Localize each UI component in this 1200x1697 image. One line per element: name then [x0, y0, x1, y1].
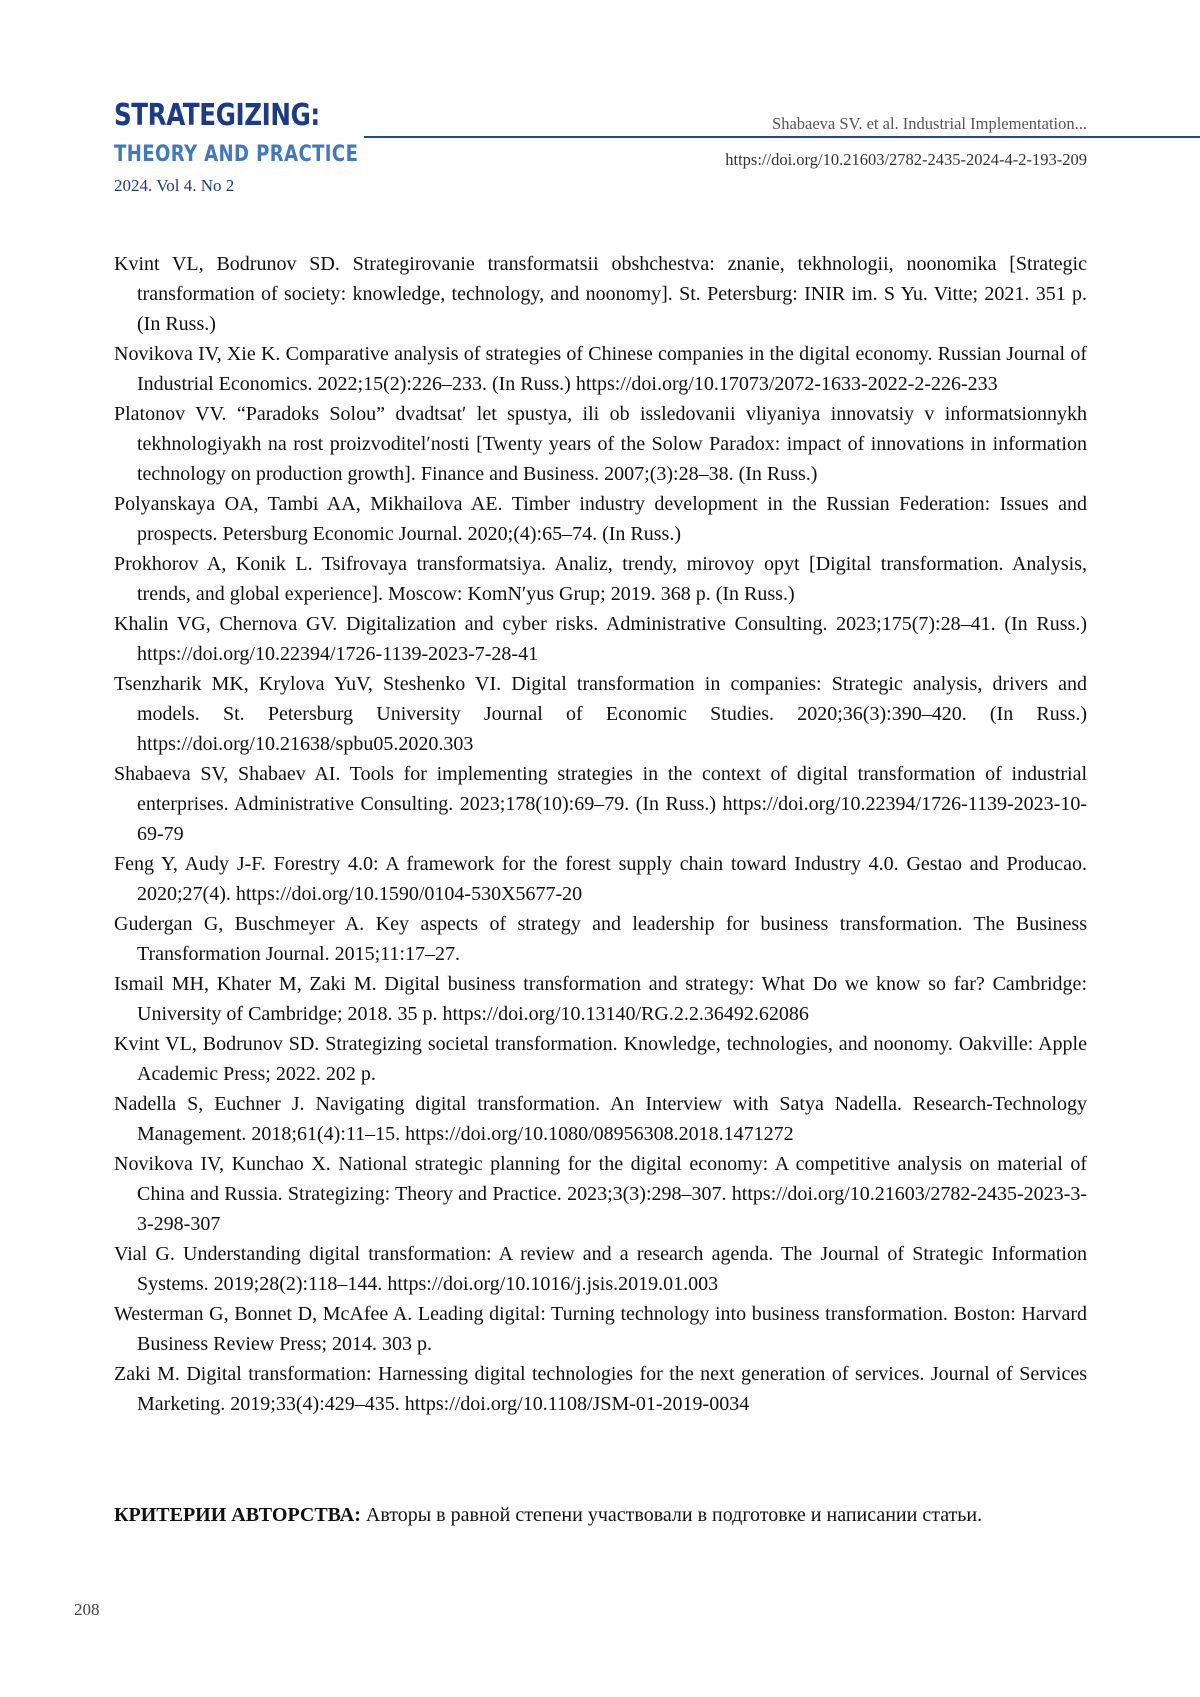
reference-item: Kvint VL, Bodrunov SD. Strategizing societal transformation. Knowledge, technologies, and noonomy. Oakville: Apple Academic Press; 2022. 202 p. [114, 1033, 1087, 1085]
reference-item: Khalin VG, Chernova GV. Digitalization and cyber risks. Administrative Consulting. 2023;175(7):28–41. (In Russ.) https://doi.org/10.22394/1726-1139-2023-7-28-41 [114, 613, 1087, 665]
reference-item: Platonov VV. “Paradoks Solou” dvadtsatʹ let spustya, ili ob issledovanii vliyaniya innovatsiy v informatsionnykh tekhnologiyakh na rost proizvoditelʹnosti [Twenty years of the Solow Paradox: impact of innovations in information technology on production growth]. Finance and Business. 2007;(3):28–38. (In Russ.) [114, 403, 1087, 485]
reference-list [114, 249, 1087, 1419]
header-rule [364, 136, 1200, 138]
reference-item: Vial G. Understanding digital transformation: A review and a research agenda. The Journal of Strategic Information Systems. 2019;28(2):118–144. https://doi.org/10.1016/j.jsis.2019.01.003 [114, 1243, 1087, 1295]
reference-item: Polyanskaya OA, Tambi AA, Mikhailova AE. Timber industry development in the Russian Federation: Issues and prospects. Petersburg Economic Journal. 2020;(4):65–74. (In Russ.) [114, 493, 1087, 545]
reference-item: Feng Y, Audy J-F. Forestry 4.0: A framework for the forest supply chain toward Industry 4.0. Gestao and Producao. 2020;27(4). https://doi.org/10.1590/0104-530X5677-20 [114, 853, 1087, 905]
reference-item: Novikova IV, Kunchao X. National strategic planning for the digital economy: A competitive analysis on material of China and Russia. Strategizing: Theory and Practice. 2023;3(3):298–307. https://doi.org/10.21603/2782-2435-2023-3-3-298-307 [114, 1153, 1087, 1235]
reference-item: Westerman G, Bonnet D, McAfee A. Leading digital: Turning technology into business transformation. Boston: Harvard Business Review Press; 2014. 303 p. [114, 1303, 1087, 1355]
reference-item: Nadella S, Euchner J. Navigating digital transformation. An Interview with Satya Nadella. Research-Technology Management. 2018;61(4):11–15. https://doi.org/10.1080/08956308.2018.1471272 [114, 1093, 1087, 1145]
reference-item: Ismail MH, Khater M, Zaki M. Digital business transformation and strategy: What Do we know so far? Cambridge: University of Cambridge; 2018. 35 p. https://doi.org/10.13140/RG.2.2.36492.62086 [114, 973, 1087, 1025]
reference-item: Kvint VL, Bodrunov SD. Strategirovanie transformatsii obshchestva: znanie, tekhnologii, noonomika [Strategic transformation of society: knowledge, technology, and noonomy]. St. Petersburg: INIR im. S Yu. Vitte; 2021. 351 p. (In Russ.) [114, 253, 1087, 335]
journal-title: STRATEGIZING: [114, 98, 320, 133]
reference-item: Tsenzharik MK, Krylova YuV, Steshenko VI. Digital transformation in companies: Strategic analysis, drivers and models. St. Petersburg University Journal of Economic Studies. 2020;36(3):390–420. (In Russ.) https://doi.org/10.21638/spbu05.2020.303 [114, 673, 1087, 755]
article-doi: https://doi.org/10.21603/2782-2435-2024-4-2-193-209 [725, 150, 1087, 169]
authorship-text: Авторы в равной степени участвовали в подготовке и написании статьи. [360, 1504, 983, 1526]
authorship-criteria [114, 1500, 1087, 1530]
running-head: Shabaeva SV. et al. Industrial Implementation... [772, 114, 1087, 133]
reference-item: Novikova IV, Xie K. Comparative analysis of strategies of Chinese companies in the digital economy. Russian Journal of Industrial Economics. 2022;15(2):226–233. (In Russ.) https://doi.org/10.17073/2072-1633-2022-2-226-233 [114, 343, 1087, 395]
journal-subtitle: THEORY AND PRACTICE [114, 142, 359, 167]
authorship-label: КРИТЕРИИ АВТОРСТВА: [114, 1504, 361, 1526]
reference-item: Shabaeva SV, Shabaev AI. Tools for implementing strategies in the context of digital transformation of industrial enterprises. Administrative Consulting. 2023;178(10):69–79. (In Russ.) https://doi.org/10.22394/1726-1139-2023-10-69-79 [114, 763, 1087, 845]
page-number: 208 [74, 1600, 100, 1619]
reference-item: Gudergan G, Buschmeyer A. Key aspects of strategy and leadership for business transformation. The Business Transformation Journal. 2015;11:17–27. [114, 913, 1087, 965]
reference-item: Zaki M. Digital transformation: Harnessing digital technologies for the next generation of services. Journal of Services Marketing. 2019;33(4):429–435. https://doi.org/10.1108/JSM-01-2019-0034 [114, 1363, 1087, 1415]
reference-item: Prokhorov A, Konik L. Tsifrovaya transformatsiya. Analiz, trendy, mirovoy opyt [Digital transformation. Analysis, trends, and global experience]. Moscow: KomNʹyus Grup; 2019. 368 p. (In Russ.) [114, 553, 1087, 605]
issue-info: 2024. Vol 4. No 2 [114, 176, 235, 195]
